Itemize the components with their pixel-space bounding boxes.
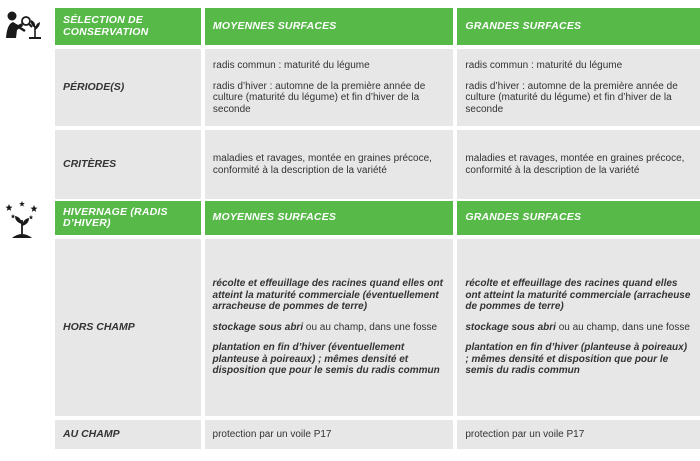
header-grandes-surfaces: GRANDES SURFACES <box>457 201 700 235</box>
cell-au-champ-grandes: protection par un voile P17 <box>457 420 700 449</box>
cell-criteres-moyennes: maladies et ravages, montée en graines précoce, conformité à la description de la variété <box>205 130 454 199</box>
header-hivernage: HIVERNAGE (RADIS D’HIVER) <box>55 201 201 235</box>
row-label-au-champ: AU CHAMP <box>55 420 201 449</box>
stockage-rest: ou au champ, dans une fosse <box>555 321 690 333</box>
gardener-with-plant-icon <box>3 8 43 42</box>
row-label-criteres: CRITÈRES <box>55 130 201 199</box>
cell-hors-champ-grandes <box>457 239 700 416</box>
hors-champ-grandes-plantation: plantation en fin d’hiver (planteuse à poireaux) ; mêmes densité et disposition que pour le semis du radis commun <box>465 342 688 377</box>
hors-champ-moyennes-plantation: plantation en fin d’hiver (éventuellement planteuse à poireaux) ; mêmes densité et disposition que pour le semis du radis commun <box>212 342 440 377</box>
header-conservation: SÉLECTION DE CONSERVATION <box>55 8 201 45</box>
table-header <box>55 8 700 45</box>
hors-champ-grandes-stockage <box>465 322 692 334</box>
table-row <box>55 49 700 126</box>
table-row <box>55 239 700 416</box>
header-grandes-surfaces: GRANDES SURFACES <box>457 8 700 45</box>
row-label-periodes: PÉRIODE(S) <box>55 49 201 126</box>
cell-hors-champ-moyennes <box>205 239 454 416</box>
periodes-grandes-line2: radis d’hiver : automne de la première année de culture (maturité du légume) et fin d’hiver de la seconde <box>465 80 678 115</box>
hors-champ-moyennes-recolte: récolte et effeuillage des racines quand elles ont atteint la maturité commerciale (éventuellement arracheuse de pommes de terre) <box>212 278 443 313</box>
stockage-rest: ou au champ, dans une fosse <box>303 321 438 333</box>
table-header <box>55 201 700 235</box>
cell-periodes-moyennes <box>205 49 454 126</box>
conservation-table <box>51 4 700 203</box>
hivernage-table <box>51 197 700 453</box>
table-row <box>55 130 700 199</box>
header-moyennes-surfaces: MOYENNES SURFACES <box>205 8 454 45</box>
hors-champ-grandes-recolte: récolte et effeuillage des racines quand elles ont atteint la maturité commerciale (arracheuse de pommes de terre) <box>465 278 691 313</box>
cell-criteres-grandes: maladies et ravages, montée en graines précoce, conformité à la description de la variété <box>457 130 700 199</box>
periodes-grandes-line1: radis commun : maturité du légume <box>465 60 623 71</box>
hors-champ-moyennes-stockage <box>213 322 446 334</box>
periodes-moyennes-line2: radis d’hiver : automne de la première année de culture (maturité du légume) et fin d’hiver de la seconde <box>212 80 426 115</box>
cell-au-champ-moyennes: protection par un voile P17 <box>205 420 454 449</box>
stockage-bold: stockage sous abri <box>465 321 556 333</box>
sprout-with-stars-icon <box>4 200 40 240</box>
header-moyennes-surfaces: MOYENNES SURFACES <box>205 201 454 235</box>
row-label-hors-champ: HORS CHAMP <box>55 239 201 416</box>
periodes-moyennes-line1: radis commun : maturité du légume <box>212 60 370 71</box>
stockage-bold: stockage sous abri <box>212 321 304 333</box>
table-row <box>55 420 700 449</box>
cell-periodes-grandes <box>457 49 700 126</box>
